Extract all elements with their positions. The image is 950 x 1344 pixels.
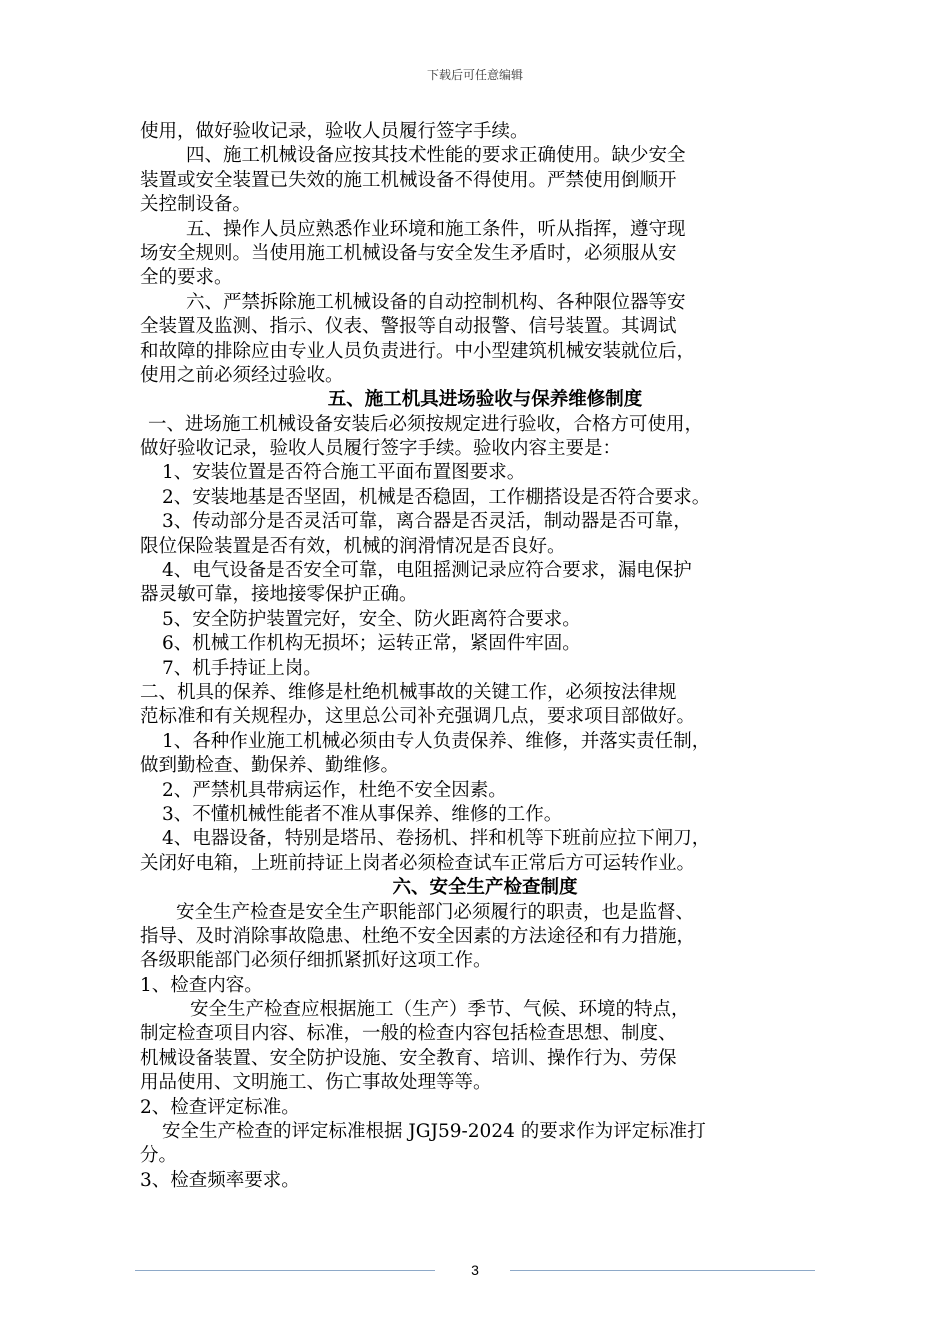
text-line: 做到勤检查、勤保养、勤维修。: [140, 755, 400, 777]
text-line: 关闭好电箱，上班前持证上岗者必须检查试车正常后方可运转作业。: [140, 852, 696, 874]
text-line: 六、严禁拆除施工机械设备的自动控制机构、各种限位器等安: [186, 291, 686, 313]
text-line: 二、机具的保养、维修是杜绝机械事故的关键工作，必须按法律规: [140, 681, 677, 703]
text-line: 7、机手持证上岗。: [162, 657, 322, 679]
section-heading: 五、施工机具进场验收与保养维修制度: [327, 389, 643, 411]
text-line: 4、电气设备是否安全可靠，电阻摇测记录应符合要求，漏电保护: [162, 560, 692, 582]
text-line: 指导、及时消除事故隐患、杜绝不安全因素的方法途径和有力措施，: [140, 925, 696, 947]
text-line: 各级职能部门必须仔细抓紧抓好这项工作。: [140, 950, 492, 972]
text-line: 安全生产检查是安全生产职能部门必须履行的职责，也是监督、: [176, 901, 695, 923]
text-line: 安全生产检查的评定标准根据 JGJ59-2024 的要求作为评定标准打: [162, 1121, 706, 1143]
text-line: 2、安装地基是否坚固，机械是否稳固，工作棚搭设是否符合要求。: [162, 486, 711, 508]
text-line: 3、不懂机械性能者不准从事保养、维修的工作。: [162, 803, 563, 825]
text-line: 5、安全防护装置完好，安全、防火距离符合要求。: [162, 608, 581, 630]
text-line: 2、检查评定标准。: [140, 1096, 300, 1118]
text-line: 机械设备装置、安全防护设施、安全教育、培训、操作行为、劳保: [140, 1047, 677, 1069]
text-line: 五、操作人员应熟悉作业环境和施工条件，听从指挥，遵守现: [186, 218, 686, 240]
text-line: 和故障的排除应由专业人员负责进行。中小型建筑机械安装就位后，: [140, 340, 696, 362]
text-line: 关控制设备。: [140, 194, 252, 216]
text-line: 装置或安全装置已失效的施工机械设备不得使用。严禁使用倒顺开: [140, 169, 677, 191]
footer-rule-right: [510, 1270, 815, 1271]
text-line: 1、安装位置是否符合施工平面布置图要求。: [162, 462, 526, 484]
text-line: 使用之前必须经过验收。: [140, 364, 344, 386]
page-number: 3: [471, 1262, 479, 1278]
text-line: 一、进场施工机械设备安装后必须按规定进行验收，合格方可使用，: [148, 413, 704, 435]
text-line: 制定检查项目内容、标准，一般的检查内容包括检查思想、制度、: [140, 1023, 677, 1045]
text-line: 全的要求。: [140, 267, 233, 289]
text-line: 6、机械工作机构无损坏；运转正常，紧固件牢固。: [162, 633, 581, 655]
text-line: 安全生产检查应根据施工（生产）季节、气候、环境的特点，: [190, 999, 690, 1021]
text-line: 场安全规则。当使用施工机械设备与安全发生矛盾时，必须服从安: [140, 242, 677, 264]
text-line: 3、传动部分是否灵活可靠，离合器是否灵活，制动器是否可靠，: [162, 511, 692, 533]
page-header-note: 下载后可任意编辑: [426, 68, 523, 82]
text-line: 四、施工机械设备应按其技术性能的要求正确使用。缺少安全: [186, 145, 686, 167]
text-line: 用品使用、文明施工、伤亡事故处理等等。: [140, 1072, 492, 1094]
text-line: 范标准和有关规程办，这里总公司补充强调几点，要求项目部做好。: [140, 706, 696, 728]
text-line: 限位保险装置是否有效，机械的润滑情况是否良好。: [140, 535, 566, 557]
text-line: 3、检查频率要求。: [140, 1169, 300, 1191]
text-line: 1、检查内容。: [140, 974, 263, 996]
text-line: 做好验收记录，验收人员履行签字手续。验收内容主要是：: [140, 438, 622, 460]
text-line: 2、严禁机具带病运作，杜绝不安全因素。: [162, 779, 507, 801]
page-footer: [0, 1258, 950, 1282]
text-line: 使用，做好验收记录，验收人员履行签字手续。: [140, 121, 529, 142]
text-line: 器灵敏可靠，接地接零保护正确。: [140, 584, 418, 606]
document-body: [140, 120, 830, 1193]
text-line: 1、各种作业施工机械必须由专人负责保养、维修，并落实责任制，: [162, 730, 711, 752]
text-line: 全装置及监测、指示、仪表、警报等自动报警、信号装置。其调试: [140, 316, 677, 338]
footer-rule-left: [135, 1270, 435, 1271]
section-heading: 六、安全生产检查制度: [392, 877, 578, 899]
text-line: 4、电器设备，特别是塔吊、卷扬机、拌和机等下班前应拉下闸刀，: [162, 828, 711, 850]
text-line: 分。: [140, 1145, 178, 1167]
